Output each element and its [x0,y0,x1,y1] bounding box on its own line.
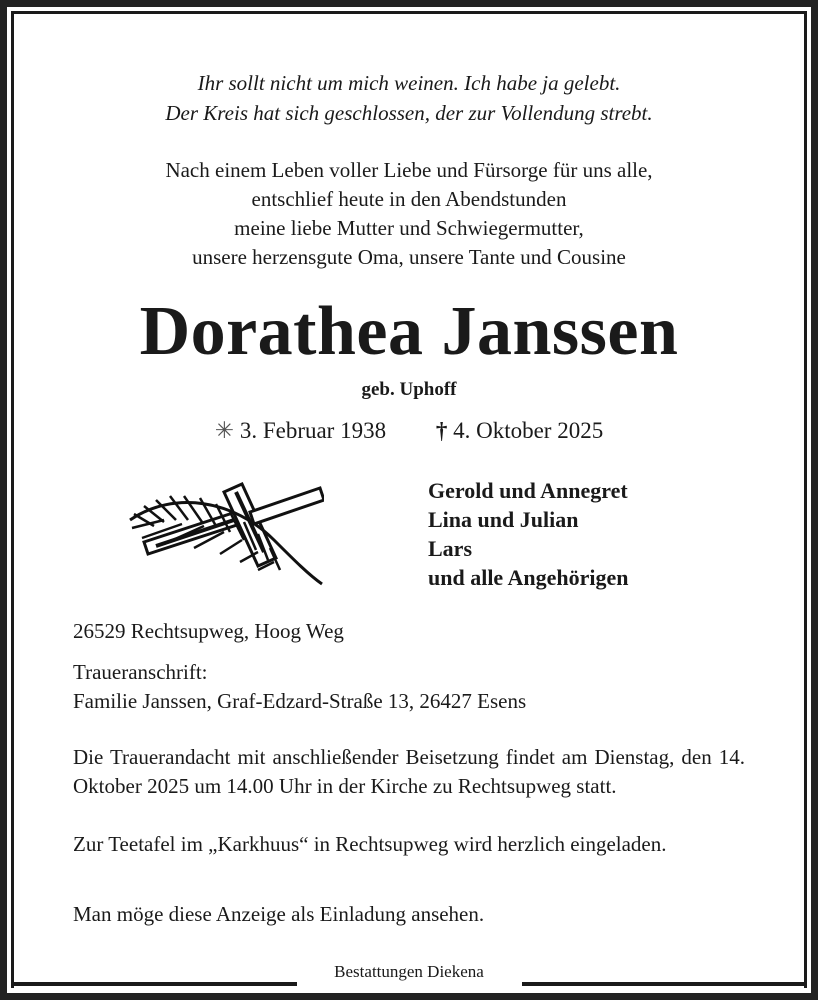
death-cross-icon: † [435,418,448,443]
intro-line: Nach einem Leben voller Liebe und Fürsorge für uns alle, [165,158,653,182]
deceased-name: Dorathea Janssen [139,293,679,370]
intro-line: meine liebe Mutter und Schwiegermutter, [234,216,584,240]
death-date: † 4. Oktober 2025 [435,418,604,443]
funeral-home: Bestattungen Diekena [334,962,484,981]
survivor: Lars [428,536,472,561]
intro-text [0,156,818,272]
quote-line: Ihr sollt nicht um mich weinen. Ich habe ja gelebt. [197,71,621,95]
quote [0,68,818,128]
survivor: Gerold und Annegret [428,478,628,503]
life-dates [0,418,818,444]
residence: 26529 Rechtsupweg, Hoog Weg [73,619,344,643]
maiden-name: geb. Uphoff [361,379,457,400]
intro-line: entschlief heute in den Abendstunden [251,187,567,211]
closing-note: Man möge diese Anzeige als Einladung ansehen. [73,902,485,926]
footer-line-right [522,982,807,986]
mourning-address [73,658,745,716]
cross-palm-icon [124,480,324,590]
birth-date: ✳ 3. Februar 1938 [214,418,387,443]
survivor: Lina und Julian [428,507,579,532]
birth-star-icon: ✳ [214,418,235,443]
intro-line: unsere herzensgute Oma, unsere Tante und Cousine [192,245,626,269]
service-info: Die Trauerandacht mit anschließender Beisetzung findet am Dienstag, den 14. Oktober 2025 um 14.00 Uhr in der Kirche zu Rechtsupweg statt. [73,745,745,798]
tea-invitation: Zur Teetafel im „Karkhuus“ in Rechtsupweg wird herzlich eingeladen. [73,832,667,856]
quote-line: Der Kreis hat sich geschlossen, der zur Vollendung strebt. [165,101,653,125]
survivor: und alle Angehörigen [428,565,629,590]
mourning-address-value: Familie Janssen, Graf-Edzard-Straße 13, 26427 Esens [73,689,527,713]
footer-line-left [11,982,297,986]
mourning-address-label: Traueranschrift: [73,660,208,684]
survivors-list [428,476,628,592]
